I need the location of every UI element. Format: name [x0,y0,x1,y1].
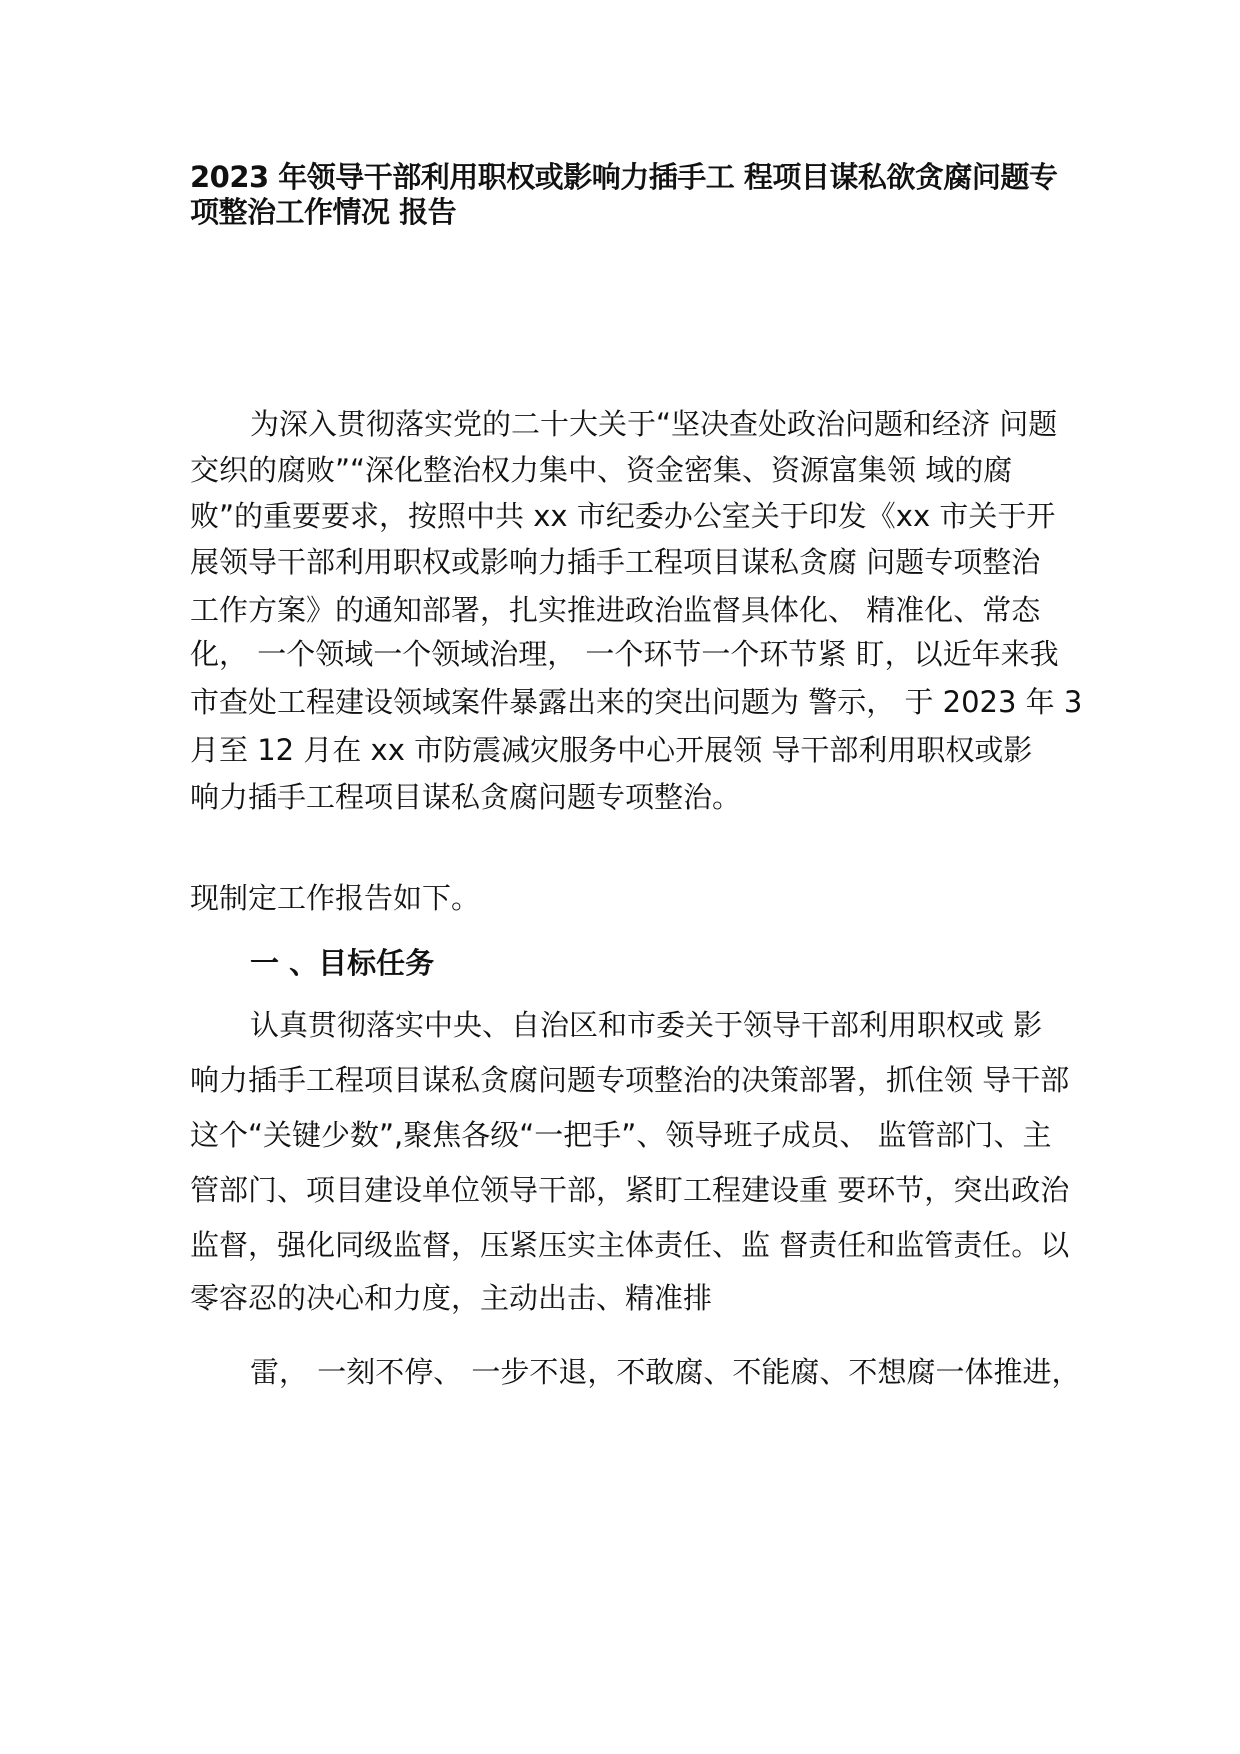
closing-line: 现制定工作报告如下。 [190,881,481,915]
section-line-3: 这个“关键少数”,聚焦各级“一把手”、领导班子成员、 监管部门、主 [190,1118,1052,1152]
intro-line-2: 交织的腐败”“深化整治权力集中、资金密集、资源富集领 域的腐 [190,453,1013,487]
section-line-1: 认真贯彻落实中央、自治区和市委关于领导干部利用职权或 影 [250,1008,1043,1042]
intro-line-8: 月至 12 月在 xx 市防震减灾服务中心开展领 导干部利用职权或影 [190,733,1033,767]
section-heading: 一 、目标任务 [250,946,435,980]
document-title: 2023 年领导干部利用职权或影响力插手工 程项目谋私欲贪腐问题专项整治工作情况 报告 [190,160,1058,229]
intro-line-6: 化， 一个领域一个领域治理， 一个环节一个环节紧 盯，以近年来我 [190,637,1059,671]
section-line-4: 管部门、项目建设单位领导干部，紧盯工程建设重 要环节，突出政治 [190,1173,1070,1207]
section-line-2: 响力插手工程项目谋私贪腐问题专项整治的决策部署，抓住领 导干部 [190,1063,1070,1097]
continuation-line: 雷， 一刻不停、 一步不退，不敢腐、不能腐、不想腐一体推进， [250,1355,1081,1389]
intro-line-5: 工作方案》的通知部署，扎实推进政治监督具体化、 精准化、常态 [190,593,1041,627]
section-line-6: 零容忍的决心和力度，主动出击、精准排 [190,1281,713,1315]
intro-line-9: 响力插手工程项目谋私贪腐问题专项整治。 [190,780,742,814]
intro-line-4: 展领导干部利用职权或影响力插手工程项目谋私贪腐 问题专项整治 [190,545,1041,579]
section-line-5: 监督，强化同级监督，压紧压实主体责任、监 督责任和监管责任。以 [190,1228,1070,1262]
intro-line-1: 为深入贯彻落实党的二十大关于“坚决查处政治问题和经济 问题 [250,407,1058,441]
intro-line-7: 市查处工程建设领域案件暴露出来的突出问题为 警示， 于 2023 年 3 [190,685,1083,719]
intro-line-3: 败”的重要要求，按照中共 xx 市纪委办公室关于印发《xx 市关于开 [190,499,1056,533]
